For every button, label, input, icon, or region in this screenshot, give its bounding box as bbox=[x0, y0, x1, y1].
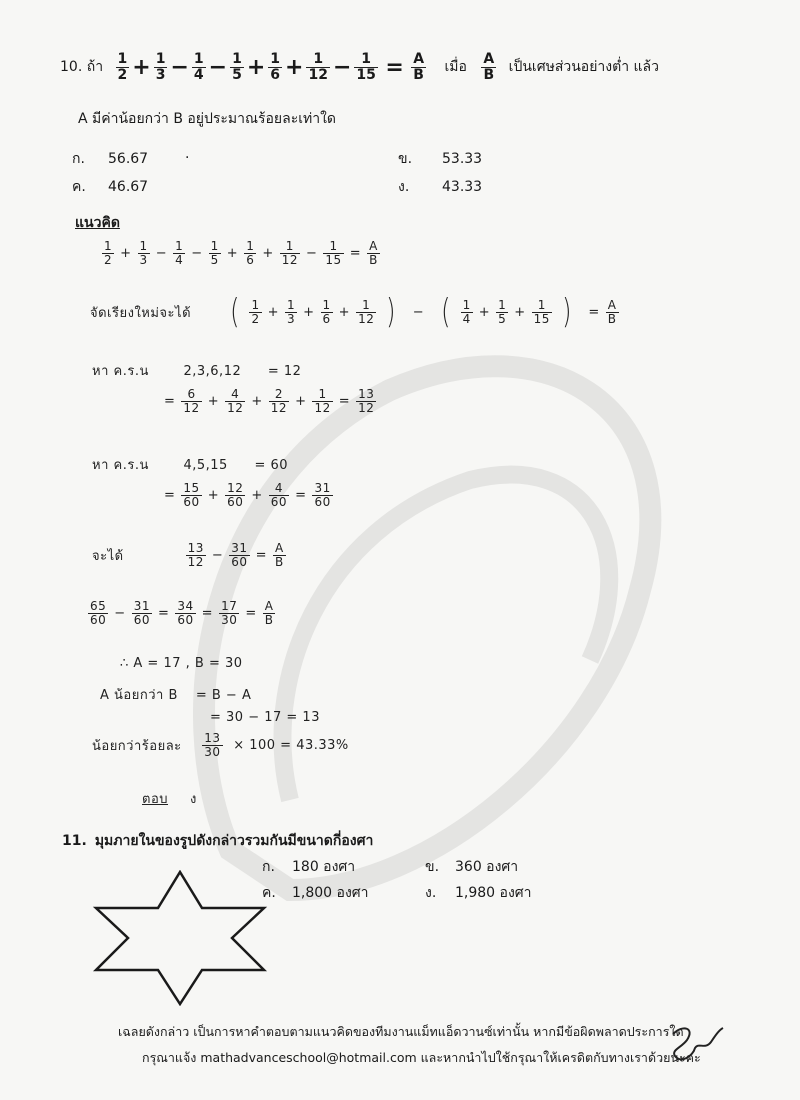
operator: = bbox=[295, 487, 307, 503]
fraction: $\frac{1}{2}$ bbox=[117, 51, 128, 83]
footer-line1: เฉลยดังกล่าว เป็นการหาคำตอบตามแนวคิดของทีมงานแม็ทแอ็ดวานซ์เท่านั้น หากมีข้อผิดพลาดประการใด bbox=[118, 1024, 684, 1039]
operator: − bbox=[114, 605, 126, 621]
fraction: $\frac{1}{2}$ bbox=[251, 297, 260, 326]
fraction: $\frac{4}{12}$ bbox=[227, 387, 244, 415]
fraction: $\frac{15}{60}$ bbox=[183, 481, 200, 509]
q11-choice-b: ข. 360 องศา bbox=[425, 859, 519, 875]
q11-choice-a: ก. 180 องศา bbox=[262, 859, 356, 875]
operator: + bbox=[226, 245, 239, 261]
q10-cond-text: เป็นเศษส่วนอย่างต่ำ แล้ว bbox=[508, 59, 659, 76]
lcm2-sum bbox=[160, 482, 335, 508]
operator: + bbox=[251, 393, 263, 409]
lcm2-line: หา ค.ร.น 4,5,15 = 60 bbox=[92, 458, 289, 473]
fraction: $\frac{12}{60}$ bbox=[227, 481, 244, 509]
q10-choice-c: ค. 46.67 bbox=[72, 179, 149, 195]
regroup-rhs bbox=[584, 297, 620, 326]
q10-when: เมื่อ bbox=[444, 59, 467, 76]
operator: = bbox=[588, 304, 600, 320]
operator: = bbox=[164, 393, 176, 409]
less-calc: = 30 − 17 = 13 bbox=[210, 710, 320, 725]
fraction: $\frac{1}{5}$ bbox=[232, 51, 242, 83]
fraction: $\frac{31}{60}$ bbox=[133, 599, 150, 627]
fraction: $\frac{1}{3}$ bbox=[286, 297, 296, 326]
regroup-group1 bbox=[247, 297, 378, 326]
fraction: $\frac{A}{B}$ bbox=[369, 239, 378, 267]
operator: = bbox=[245, 605, 257, 621]
fraction: $\frac{1}{4}$ bbox=[175, 239, 184, 267]
fraction: $\frac{2}{12}$ bbox=[270, 387, 288, 415]
fraction: $\frac{1}{6}$ bbox=[322, 297, 331, 326]
fraction: $\frac{1}{2}$ bbox=[104, 239, 113, 267]
fraction: $\frac{6}{12}$ bbox=[183, 387, 200, 415]
operator: − bbox=[155, 245, 168, 261]
stray-dot: . bbox=[185, 146, 190, 162]
q10-rhs-fraction: $\frac{A}{B}$ bbox=[413, 51, 425, 83]
operator: + bbox=[514, 304, 526, 320]
operator: = bbox=[255, 547, 267, 563]
less-line: A น้อยกว่า B = B − A bbox=[100, 688, 252, 703]
simplify-line bbox=[86, 600, 277, 626]
fraction: $\frac{1}{4}$ bbox=[462, 297, 471, 326]
operator: + bbox=[267, 304, 279, 320]
operator: + bbox=[285, 54, 304, 80]
fraction: $\frac{1}{12}$ bbox=[314, 387, 331, 415]
q10-choice-b: ข. 53.33 bbox=[398, 151, 483, 167]
q11-choice-d: ง. 1,980 องศา bbox=[425, 885, 532, 901]
q11-header: 11. มุมภายในของรูปดังกล่าวรวมกันมีขนาดกี่องศา bbox=[62, 833, 374, 849]
lcm1-line: หา ค.ร.น 2,3,6,12 = 12 bbox=[92, 364, 302, 379]
operator: − bbox=[211, 547, 224, 563]
fraction: $\frac{13}{12}$ bbox=[358, 387, 375, 415]
solution-regroup: จัดเรียงใหม่จะได้ ( $\frac{1}{2}$ + $\frac{1}{3}$ + $\frac{1}{6}$ + $\frac{1}{12}$ ) − ( $\frac{1}{4}$ + $\frac{1}{5}$ + $\frac{1}{15}$ ) = $\frac{A}{B}$ bbox=[90, 292, 621, 332]
operator: = bbox=[349, 245, 362, 261]
fraction: $\frac{A}{B}$ bbox=[274, 541, 284, 569]
q10-lead: ถ้า bbox=[86, 59, 104, 76]
q10-equals: = bbox=[385, 54, 404, 80]
fraction: $\frac{13}{12}$ bbox=[187, 541, 204, 569]
percent-line: น้อยกว่าร้อยละ $\frac{13}{30}$ × 100 = 43.33% bbox=[92, 731, 349, 759]
fraction: $\frac{1}{3}$ bbox=[155, 51, 166, 83]
fraction: $\frac{1}{15}$ bbox=[533, 297, 550, 326]
lcm1-sum bbox=[160, 388, 378, 414]
operator: = bbox=[157, 605, 170, 621]
footer-line2: กรุณาแจ้ง mathadvanceschool@hotmail.com และหากนำไปใช้กรุณาให้เครดิตกับทางเราด้วยนะคะ bbox=[142, 1050, 701, 1065]
operator: − bbox=[191, 245, 203, 261]
solution-heading: แนวคิด bbox=[75, 215, 120, 231]
handwritten-signature bbox=[665, 1020, 725, 1066]
fraction: $\frac{31}{60}$ bbox=[231, 541, 248, 569]
operator: + bbox=[207, 487, 220, 503]
q10-number: 10. bbox=[60, 59, 83, 76]
fraction: $\frac{1}{12}$ bbox=[358, 297, 375, 326]
answer-line: ตอบ ง bbox=[142, 792, 197, 807]
operator: − bbox=[170, 54, 189, 80]
get-line: จะได้ $\frac{13}{12}$ − $\frac{31}{60}$ = $\frac{A}{B}$ bbox=[92, 541, 284, 569]
solution-line1 bbox=[100, 240, 382, 266]
operator: + bbox=[251, 487, 263, 503]
q10-line2: A มีค่าน้อยกว่า B อยู่ประมาณร้อยละเท่าใด bbox=[78, 111, 337, 127]
fraction: $\frac{1}{5}$ bbox=[210, 239, 219, 267]
operator: + bbox=[132, 54, 151, 80]
fraction: $\frac{1}{6}$ bbox=[246, 239, 255, 267]
fraction: $\frac{1}{3}$ bbox=[139, 239, 148, 267]
operator: = bbox=[164, 487, 176, 503]
q10-expression bbox=[114, 51, 380, 83]
fraction: $\frac{A}{B}$ bbox=[607, 297, 617, 326]
operator: − bbox=[208, 54, 228, 80]
operator: + bbox=[478, 304, 491, 320]
fraction: $\frac{1}{15}$ bbox=[325, 239, 342, 267]
fraction: $\frac{4}{60}$ bbox=[270, 481, 288, 509]
fraction: $\frac{34}{60}$ bbox=[177, 599, 194, 627]
fraction: $\frac{1}{6}$ bbox=[270, 51, 281, 83]
fraction: $\frac{A}{B}$ bbox=[264, 599, 274, 627]
hexagram-figure bbox=[92, 870, 268, 1006]
operator: − bbox=[332, 54, 352, 80]
fraction: $\frac{1}{12}$ bbox=[281, 239, 299, 267]
fraction: $\frac{1}{5}$ bbox=[498, 297, 507, 326]
operator: + bbox=[207, 393, 220, 409]
fraction: $\frac{31}{60}$ bbox=[314, 481, 331, 509]
operator: − bbox=[306, 245, 318, 261]
fraction: $\frac{1}{4}$ bbox=[193, 51, 204, 83]
operator: = bbox=[201, 605, 214, 621]
fraction: $\frac{17}{30}$ bbox=[221, 599, 238, 627]
q11-choice-c: ค. 1,800 องศา bbox=[262, 885, 369, 901]
operator: + bbox=[303, 304, 315, 320]
fraction: $\frac{1}{15}$ bbox=[356, 51, 376, 83]
operator: + bbox=[338, 304, 351, 320]
operator: + bbox=[295, 393, 307, 409]
therefore-line: ∴ A = 17 , B = 30 bbox=[120, 656, 243, 671]
q10-choice-d: ง. 43.33 bbox=[398, 179, 483, 195]
operator: + bbox=[246, 54, 266, 80]
q10-header bbox=[60, 52, 659, 82]
fraction: $\frac{65}{60}$ bbox=[90, 599, 107, 627]
operator: + bbox=[262, 245, 274, 261]
operator: + bbox=[120, 245, 132, 261]
q10-choice-a: ก. 56.67 bbox=[72, 151, 149, 167]
regroup-group2 bbox=[459, 297, 554, 326]
fraction: $\frac{1}{12}$ bbox=[308, 51, 328, 83]
operator: = bbox=[338, 393, 351, 409]
q10-cond-fraction: $\frac{A}{B}$ bbox=[483, 51, 495, 83]
